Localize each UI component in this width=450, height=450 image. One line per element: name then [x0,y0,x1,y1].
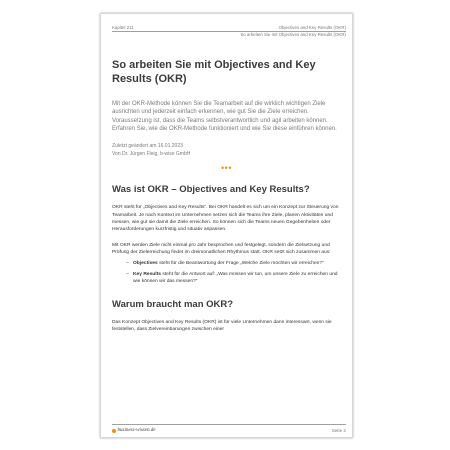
page-footer [112,424,346,433]
article-title: So arbeiten Sie mit Objectives and Key Results (OKR) [112,59,316,85]
section2-paragraph-1: Das Konzept Objectives and Key Results (OKR) ist für viele Unternehmen dann interessant, wenn sie feststellen, dass Zielvereinbarungen zwischen einer [112,320,332,333]
article-content [112,59,341,334]
brand-logo[interactable] [112,428,155,433]
okr-components-list [112,260,341,285]
section-heading-why-okr: Warum braucht man OKR? [112,299,234,311]
page-header [112,25,346,37]
document-page [100,13,353,438]
page-number: Seite 2 [331,428,346,433]
list-item-text: steht für die Antwort auf: „Was müssen wir tun, um unsere Ziele zu erreichen und wie können wir das messen?“ [133,271,338,284]
section-heading-what-is-okr: Was ist OKR – Objectives and Key Results? [112,184,310,196]
article-updated: Zuletzt geändert am 16.01.2023 [112,142,183,149]
separator-dots-icon: ••• [221,163,232,174]
section1-paragraph-2: Mit OKR werden Ziele nicht einmal pro Jahr besprochen und festgelegt, sondern die Zielsetzung und Prüfung der Zielerreichung findet im dreimonatlichen Rhythmus statt. OKR setzt sich zusammen aus: [112,242,331,255]
list-item-objectives [133,260,341,267]
list-item-key-results [133,271,341,286]
list-item-term: Key Results [133,271,161,277]
article-author: Von Dr. Jürgen Fleig, b-wise GmbH [112,151,191,158]
list-item-term: Objectives [133,261,158,267]
list-item-text: steht für die Beantwortung der Frage „Welche Ziele möchten wir erreichen?“ [157,261,324,267]
brand-dot-icon [112,429,116,433]
brand-name: business-wissen.de [117,428,156,433]
article-intro: Mit der OKR-Methode können Sie die Teamarbeit auf die wirklich wichtigen Ziele ausrichten und jederzeit einfach erkennen, wie gut Sie die Ziele erreichen. Voraussetzung ist, dass die Teams selbstverantwortlich und agil arbeiten können. Erfahren Sie, wie die OKR-Methode funktioniert und wie Sie diese einführen können. [112,101,337,133]
article-meta [112,142,341,159]
header-chapter: Kapitel 211 [112,25,134,30]
section1-paragraph-1: OKR steht für „Objectives and Key Results“. Bei OKR handelt es sich um ein Konzept zur Steuerung von Teamarbeit. Je nach Kontext im Unternehmen setzen sich die Teams ihre Ziele, planen Aktivitäten und messen, wie gut sie damit die Ziele erreichen. So können sich die Teams neuen Gegebenheiten oder Herausforderungen kurzfristig und situativ anpassen. [112,205,339,233]
header-subtitle: So arbeiten Sie mit Objectives and Key Results (OKR) [240,32,346,37]
header-title: Objectives and Key Results (OKR) [278,25,346,30]
